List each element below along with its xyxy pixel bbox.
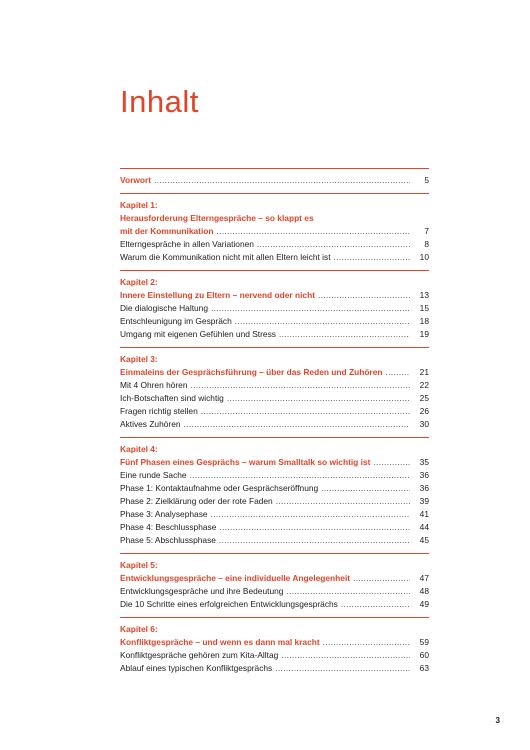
dot-leader	[286, 585, 410, 598]
page-title: Inhalt	[120, 84, 199, 119]
dot-leader	[321, 482, 410, 495]
page-number: 3	[495, 716, 500, 725]
toc-entry-label: Entschleunigung im Gespräch	[120, 316, 232, 326]
dot-leader	[190, 469, 410, 482]
toc-entry-page: 13	[419, 290, 429, 300]
toc-entry-label: Entwicklungsgespräche und ihre Bedeutung	[120, 586, 284, 596]
toc-entry-page: 49	[419, 599, 429, 609]
chapter-number: Kapitel 2:	[120, 277, 158, 287]
toc-entry-page: 39	[419, 496, 429, 506]
toc-entry[interactable]	[120, 598, 429, 611]
toc-entry[interactable]	[120, 418, 429, 431]
dot-leader	[211, 508, 410, 521]
dot-leader	[334, 251, 410, 264]
dot-leader	[235, 315, 410, 328]
dot-leader	[219, 534, 410, 547]
toc-entry-page: 63	[419, 663, 429, 673]
toc-entry-label: Phase 1: Kontaktaufnahme oder Gesprächseröffnung	[120, 483, 319, 493]
toc-entry-page: 5	[424, 175, 429, 185]
toc-entry-page: 48	[419, 586, 429, 596]
toc-entry-page: 21	[419, 367, 429, 377]
toc-entry-page: 59	[419, 637, 429, 647]
toc-entry[interactable]	[120, 482, 429, 495]
toc-entry-page: 8	[424, 239, 429, 249]
toc-entry-page: 10	[419, 252, 429, 262]
toc-entry-page: 45	[419, 535, 429, 545]
toc-entry[interactable]	[120, 521, 429, 534]
toc-entry-page: 36	[419, 483, 429, 493]
dot-leader	[275, 662, 410, 675]
toc-entry[interactable]	[120, 508, 429, 521]
toc-chapter	[120, 437, 429, 547]
toc-entry-label: Konfliktgespräche gehören zum Kita-Alltag	[120, 650, 279, 660]
toc-entry[interactable]	[120, 495, 429, 508]
dot-leader	[279, 328, 410, 341]
toc-entry-page: 47	[419, 573, 429, 583]
toc-chapter	[120, 347, 429, 431]
dot-leader	[385, 366, 410, 379]
toc-entry-label: Phase 4: Beschlussphase	[120, 522, 217, 532]
toc-entry[interactable]	[120, 302, 429, 315]
toc-entry-label: Fragen richtig stellen	[120, 406, 198, 416]
toc-entry[interactable]	[120, 649, 429, 662]
toc-entry-page: 35	[419, 457, 429, 467]
toc-entry-label: Mit 4 Ohren hören	[120, 380, 188, 390]
toc-entry-label: Die 10 Schritte eines erfolgreichen Entwicklungsgesprächs	[120, 599, 338, 609]
dot-leader	[201, 405, 410, 418]
toc-entry[interactable]	[120, 534, 429, 547]
dot-leader	[184, 418, 410, 431]
toc-entry-label: Phase 2: Zielklärung oder der rote Faden	[120, 496, 273, 506]
toc-chapter-title[interactable]	[120, 289, 429, 302]
chapter-title: Entwicklungsgespräche – eine individuelle Angelegenheit	[120, 573, 351, 583]
chapter-title: Fünf Phasen eines Gesprächs – warum Smalltalk so wichtig ist	[120, 457, 371, 467]
toc-entry[interactable]	[120, 238, 429, 251]
toc-entry-page: 25	[419, 393, 429, 403]
toc-entry-page: 7	[424, 226, 429, 236]
chapter-number: Kapitel 5:	[120, 560, 158, 570]
toc-entry[interactable]	[120, 469, 429, 482]
toc-entry-page: 15	[419, 303, 429, 313]
toc-entry-label: Phase 3: Analysephase	[120, 509, 208, 519]
toc-entry-label: Die dialogische Haltung	[120, 303, 208, 313]
toc-entry-label: Vorwort	[120, 175, 152, 185]
dot-leader	[211, 302, 410, 315]
toc-entry-label: Ablauf eines typischen Konfliktgesprächs	[120, 663, 273, 673]
dot-leader	[191, 379, 411, 392]
toc-entry-page: 41	[419, 509, 429, 519]
chapter-number: Kapitel 1:	[120, 200, 158, 210]
dot-leader	[353, 572, 410, 585]
dot-leader	[227, 392, 410, 405]
toc-chapter	[120, 193, 429, 264]
toc-entry-page: 18	[419, 316, 429, 326]
chapter-number: Kapitel 3:	[120, 354, 158, 364]
toc-entry-vorwort[interactable]	[120, 168, 429, 187]
toc-entry-page: 30	[419, 419, 429, 429]
toc-entry[interactable]	[120, 328, 429, 341]
chapter-title: Einmaleins der Gesprächsführung – über das Reden und Zuhören	[120, 367, 383, 377]
toc-entry[interactable]	[120, 315, 429, 328]
chapter-title: Konfliktgespräche – und wenn es dann mal kracht	[120, 637, 320, 647]
dot-leader	[154, 174, 410, 187]
toc-chapter	[120, 553, 429, 611]
toc-entry-page: 26	[419, 406, 429, 416]
toc-chapter	[120, 270, 429, 341]
toc-chapter-title[interactable]	[120, 366, 429, 379]
toc-entry-page: 44	[419, 522, 429, 532]
toc-chapter-title[interactable]	[120, 456, 429, 469]
toc-entry[interactable]	[120, 379, 429, 392]
toc-entry-label: Phase 5: Abschlussphase	[120, 535, 216, 545]
toc-chapter-title[interactable]	[120, 636, 429, 649]
toc-entry[interactable]	[120, 251, 429, 264]
dot-leader	[257, 238, 410, 251]
dot-leader	[318, 289, 410, 302]
toc-chapter-title[interactable]	[120, 572, 429, 585]
toc-entry-page: 60	[419, 650, 429, 660]
toc-entry-page: 22	[419, 380, 429, 390]
dot-leader	[281, 649, 410, 662]
toc-entry-label: Aktives Zuhören	[120, 419, 181, 429]
toc-entry-label: Ich-Botschaften sind wichtig	[120, 393, 224, 403]
toc-entry[interactable]	[120, 392, 429, 405]
dot-leader	[276, 495, 410, 508]
toc-entry[interactable]	[120, 405, 429, 418]
toc-entry-label: Elterngespräche in allen Variationen	[120, 239, 254, 249]
table-of-contents	[120, 168, 429, 681]
dot-leader	[219, 521, 410, 534]
toc-entry-page: 19	[419, 329, 429, 339]
chapter-title: mit der Kommunikation	[120, 226, 214, 236]
toc-entry-label: Eine runde Sache	[120, 470, 187, 480]
dot-leader	[323, 636, 410, 649]
toc-chapter-title[interactable]	[120, 225, 429, 238]
toc-entry[interactable]	[120, 662, 429, 675]
dot-leader	[373, 456, 410, 469]
toc-entry-label: Warum die Kommunikation nicht mit allen Eltern leicht ist	[120, 252, 331, 262]
chapter-number: Kapitel 4:	[120, 444, 158, 454]
chapter-title-line[interactable]: Herausforderung Elterngespräche – so klappt es	[120, 213, 314, 223]
toc-entry[interactable]	[120, 585, 429, 598]
dot-leader	[341, 598, 410, 611]
dot-leader	[217, 225, 410, 238]
toc-chapter	[120, 617, 429, 675]
chapter-number: Kapitel 6:	[120, 624, 158, 634]
toc-entry-page: 36	[419, 470, 429, 480]
chapter-title: Innere Einstellung zu Eltern – nervend oder nicht	[120, 290, 315, 300]
toc-entry-label: Umgang mit eigenen Gefühlen und Stress	[120, 329, 276, 339]
